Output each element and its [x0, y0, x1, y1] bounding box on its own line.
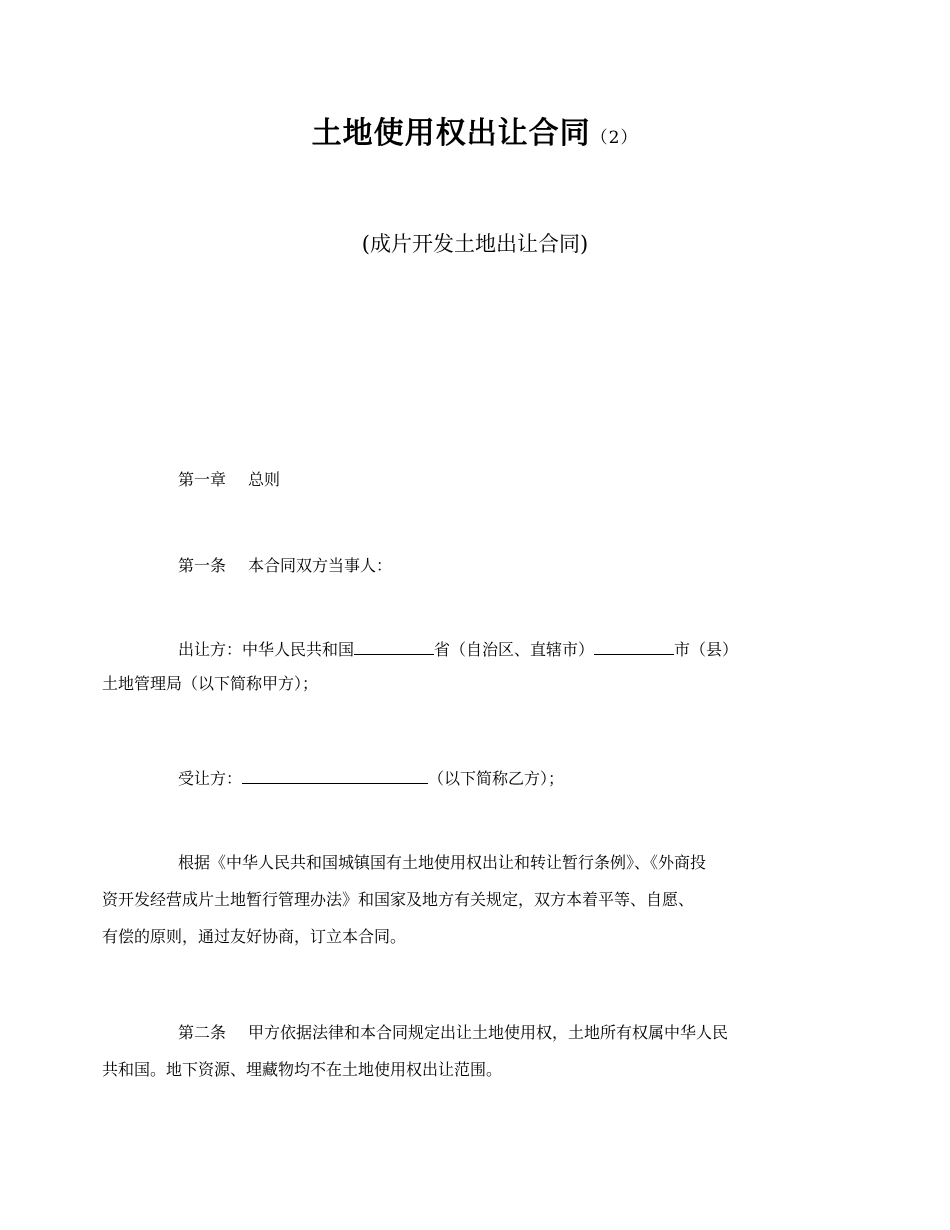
title-suffix: （2）	[590, 128, 639, 148]
article-2-line-2: 共和国。地下资源、埋藏物均不在土地使用权出让范围。	[102, 1060, 503, 1079]
chapter-heading	[140, 463, 830, 497]
grantor-line-2: 土地管理局（以下简称甲方）；	[102, 674, 319, 693]
province-blank	[354, 636, 434, 655]
basis-line-1: 根据《中华人民共和国城镇国有土地使用权出让和转让暂行条例》、《外商投	[178, 853, 707, 872]
grantor-paragraph	[102, 633, 830, 701]
article-2-line-1	[140, 1016, 830, 1050]
chapter-label: 第一章	[178, 470, 227, 489]
document-subtitle: (成片开发土地出让合同)	[361, 232, 589, 256]
article-1-text: 本合同双方当事人：	[248, 556, 393, 575]
grantor-line-1	[140, 633, 830, 667]
grantor-part-2: 省（自治区、直辖市）	[434, 640, 595, 659]
article-2-label: 第二条	[178, 1023, 227, 1042]
chapter-name: 总则	[248, 470, 281, 489]
grantee-part-2: （以下简称乙方）；	[428, 769, 565, 788]
article-1-label: 第一条	[178, 556, 227, 575]
grantor-part-1: 出让方：中华人民共和国	[178, 640, 355, 659]
article-1	[140, 549, 830, 583]
basis-line-3: 有偿的原则，通过友好协商，订立本合同。	[102, 927, 407, 946]
grantee-paragraph	[140, 762, 830, 796]
title-text: 土地使用权出让合同	[311, 116, 591, 151]
city-blank	[594, 636, 674, 655]
basis-paragraph	[102, 846, 830, 954]
basis-line-2: 资开发经营成片土地暂行管理办法》和国家及地方有关规定，双方本着平等、自愿、	[102, 890, 695, 909]
grantee-blank	[242, 765, 428, 784]
grantee-part-1: 受让方：	[178, 769, 243, 788]
document-title	[0, 112, 950, 160]
grantor-part-3: 市（县）	[674, 640, 739, 659]
article-2-text-1: 甲方依据法律和本合同规定出让土地使用权，土地所有权属中华人民	[248, 1023, 729, 1042]
article-2	[102, 1016, 830, 1087]
